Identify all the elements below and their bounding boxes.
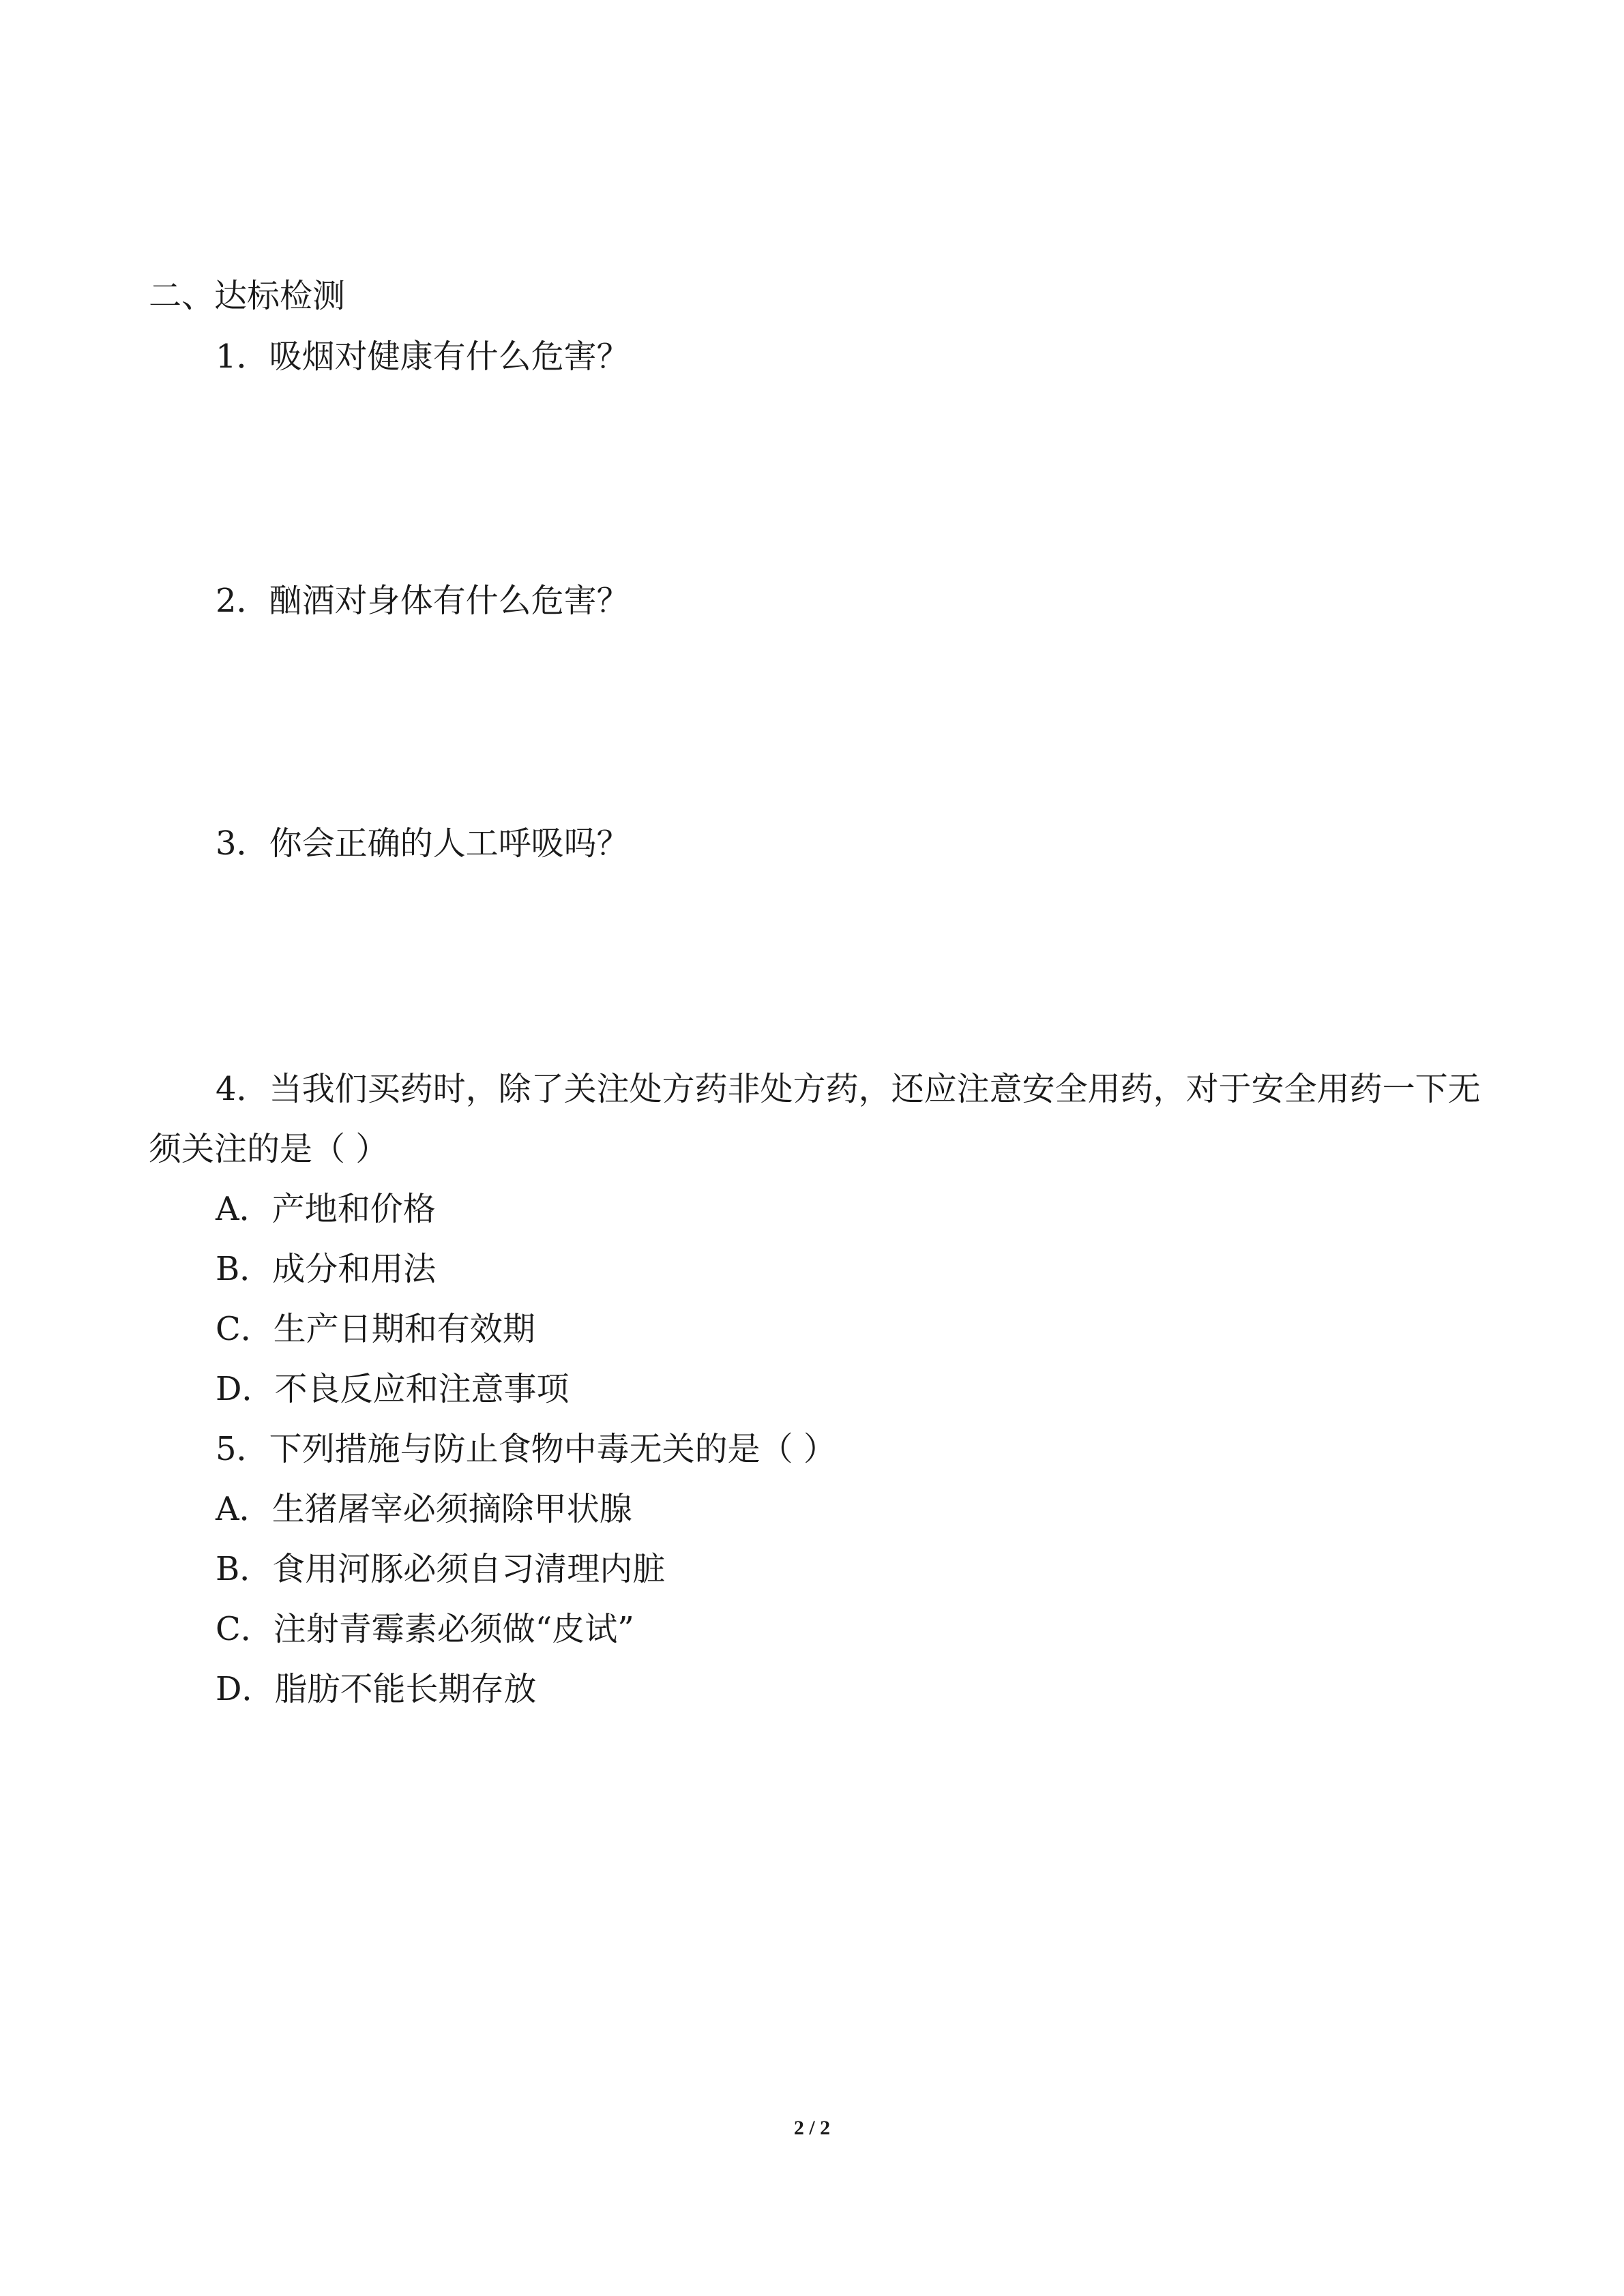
question-4 (216, 1069, 1481, 1109)
page-number: 2 / 2 (793, 2117, 831, 2139)
option-text: 注射青霉素必须做“皮试” (273, 1610, 634, 1648)
option-4a (216, 1189, 436, 1229)
number-separator: ． (236, 1430, 269, 1468)
option-separator: ． (239, 1250, 273, 1288)
option-separator: ． (241, 1670, 275, 1708)
option-separator: ． (239, 1190, 272, 1228)
option-4d (216, 1369, 570, 1410)
option-separator: ． (239, 1550, 273, 1588)
number-separator: ． (236, 338, 269, 376)
option-text: 产地和价格 (271, 1190, 436, 1228)
question-number: 4 (216, 1070, 237, 1108)
question-text: 下列措施与防止食物中毒无关的是（ ） (269, 1430, 836, 1468)
option-letter: D (216, 1670, 242, 1708)
question-3 (216, 823, 630, 864)
option-5c (216, 1609, 634, 1650)
question-5 (216, 1429, 836, 1470)
option-text: 生猪屠宰必须摘除甲状腺 (271, 1490, 632, 1528)
option-separator: ． (239, 1490, 272, 1528)
number-separator: ． (236, 1070, 269, 1108)
option-text: 成分和用法 (272, 1250, 437, 1288)
question-number: 2 (216, 582, 237, 620)
option-letter: A (216, 1190, 239, 1228)
section-title: 二、达标检测 (149, 277, 346, 315)
question-1 (216, 336, 630, 377)
option-5d (216, 1669, 537, 1710)
option-separator: ． (241, 1370, 275, 1408)
number-separator: ． (236, 582, 269, 620)
question-text: 吸烟对健康有什么危害？ (269, 338, 630, 376)
question-number: 5 (216, 1430, 237, 1468)
question-number: 1 (216, 338, 237, 376)
option-letter: B (216, 1550, 240, 1588)
option-4b (216, 1249, 436, 1289)
option-5a (216, 1489, 632, 1530)
option-text: 脂肪不能长期存放 (274, 1670, 537, 1708)
option-letter: C (216, 1610, 241, 1648)
option-5b (216, 1549, 665, 1590)
question-text: 你会正确的人工呼吸吗？ (269, 824, 630, 863)
question-4-continuation: 须关注的是（ ） (149, 1130, 389, 1168)
option-separator: ． (240, 1310, 274, 1348)
question-text-line1: 当我们买药时，除了关注处方药非处方药，还应注意安全用药，对于安全用药一下无 (269, 1070, 1481, 1108)
option-letter: D (216, 1370, 242, 1408)
option-4c (216, 1309, 535, 1350)
option-letter: C (216, 1310, 241, 1348)
option-text: 食用河豚必须自习清理内脏 (272, 1550, 666, 1588)
option-separator: ． (240, 1610, 274, 1648)
question-number: 3 (216, 824, 237, 863)
question-2 (216, 580, 630, 621)
option-text: 生产日期和有效期 (273, 1310, 535, 1348)
option-letter: A (216, 1490, 239, 1528)
option-letter: B (216, 1250, 240, 1288)
option-text: 不良反应和注意事项 (274, 1370, 570, 1408)
question-text: 酗酒对身体有什么危害？ (269, 582, 630, 620)
number-separator: ． (236, 824, 269, 863)
